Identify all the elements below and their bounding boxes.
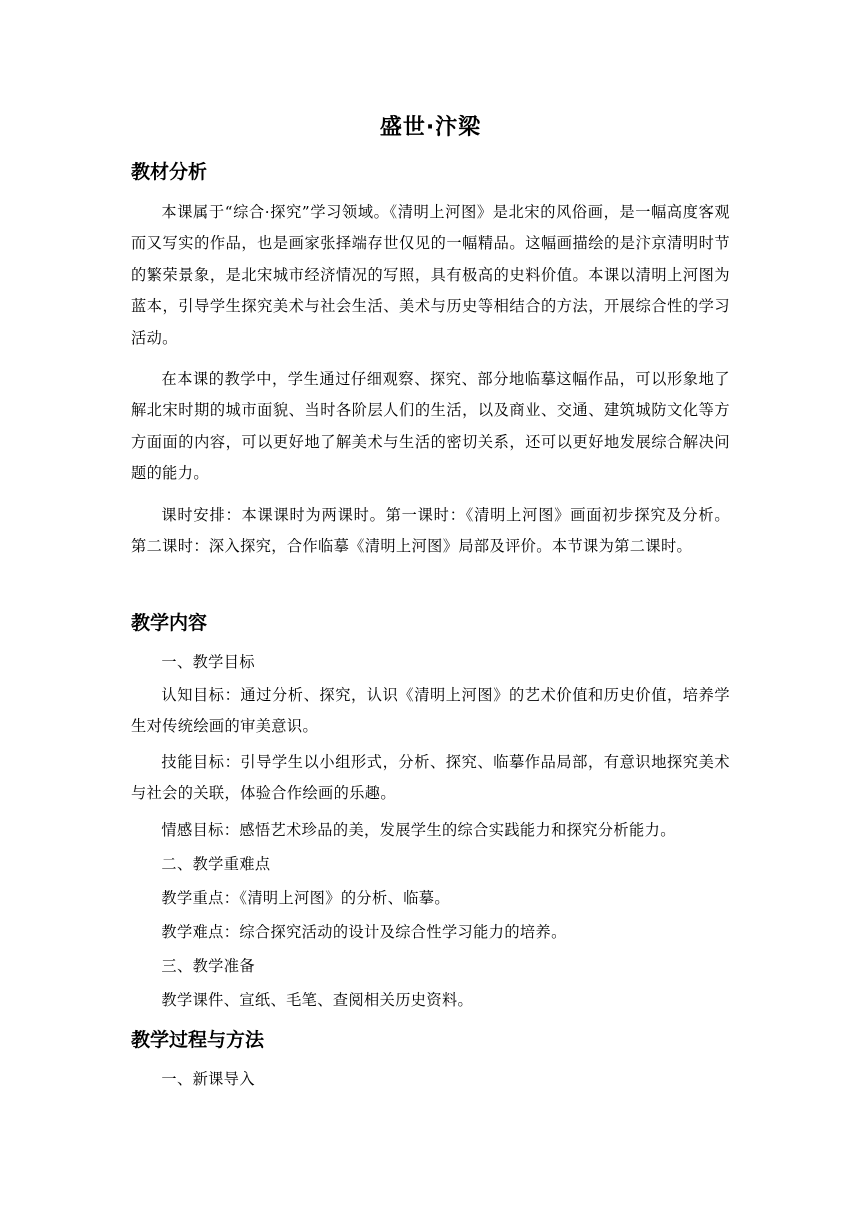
analysis-paragraph-1: 本课属于“综合·探究”学习领域。《清明上河图》是北宋的风俗画，是一幅高度客观而又写实的作品，也是画家张择端存世仅见的一幅精品。这幅画描绘的是汴京清明时节的繁荣景象，是北宋城市经济情况的写照，具有极高的史料价值。本课以清明上河图为蓝本，引导学生探究美术与社会生活、美术与历史等相结合的方法，开展综合性的学习活动。: [131, 203, 730, 347]
section-heading-process: 教学过程与方法: [131, 1029, 265, 1051]
goal-cognitive: 认知目标：通过分析、探究，认识《清明上河图》的艺术价值和历史价值，培养学生对传统绘画的审美意识。: [131, 686, 730, 736]
analysis-paragraph-2: 在本课的教学中，学生通过仔细观察、探究、部分地临摹这幅作品，可以形象地了解北宋时期的城市面貌、当时各阶层人们的生活，以及商业、交通、建筑城防文化等方方面面的内容，可以更好地了解美术与生活的密切关系，还可以更好地发展综合解决问题的能力。: [131, 370, 730, 483]
keypoints-title: 二、教学重难点: [161, 855, 271, 873]
document-title: 盛世·汴梁: [379, 115, 482, 140]
difficult-point: 教学难点：综合探究活动的设计及综合性学习能力的培养。: [161, 923, 567, 941]
process-step-1: 一、新课导入: [161, 1070, 255, 1088]
key-point: 教学重点：《清明上河图》的分析、临摹。: [161, 889, 450, 907]
prep-title: 三、教学准备: [161, 957, 255, 975]
analysis-paragraph-3: 课时安排：本课课时为两课时。第一课时：《清明上河图》画面初步探究及分析。第二课时：深入探究，合作临摹《清明上河图》局部及评价。本节课为第二课时。: [131, 506, 730, 556]
section-heading-analysis: 教材分析: [131, 161, 208, 183]
goals-title: 一、教学目标: [161, 653, 255, 671]
goal-skill: 技能目标：引导学生以小组形式，分析、探究、临摹作品局部，有意识地探究美术与社会的关联，体验合作绘画的乐趣。: [131, 753, 730, 803]
prep-items: 教学课件、宣纸、毛笔、查阅相关历史资料。: [161, 991, 474, 1009]
goal-emotion: 情感目标：感悟艺术珍品的美，发展学生的综合实践能力和探究分析能力。: [161, 821, 676, 839]
section-heading-content: 教学内容: [131, 612, 208, 634]
